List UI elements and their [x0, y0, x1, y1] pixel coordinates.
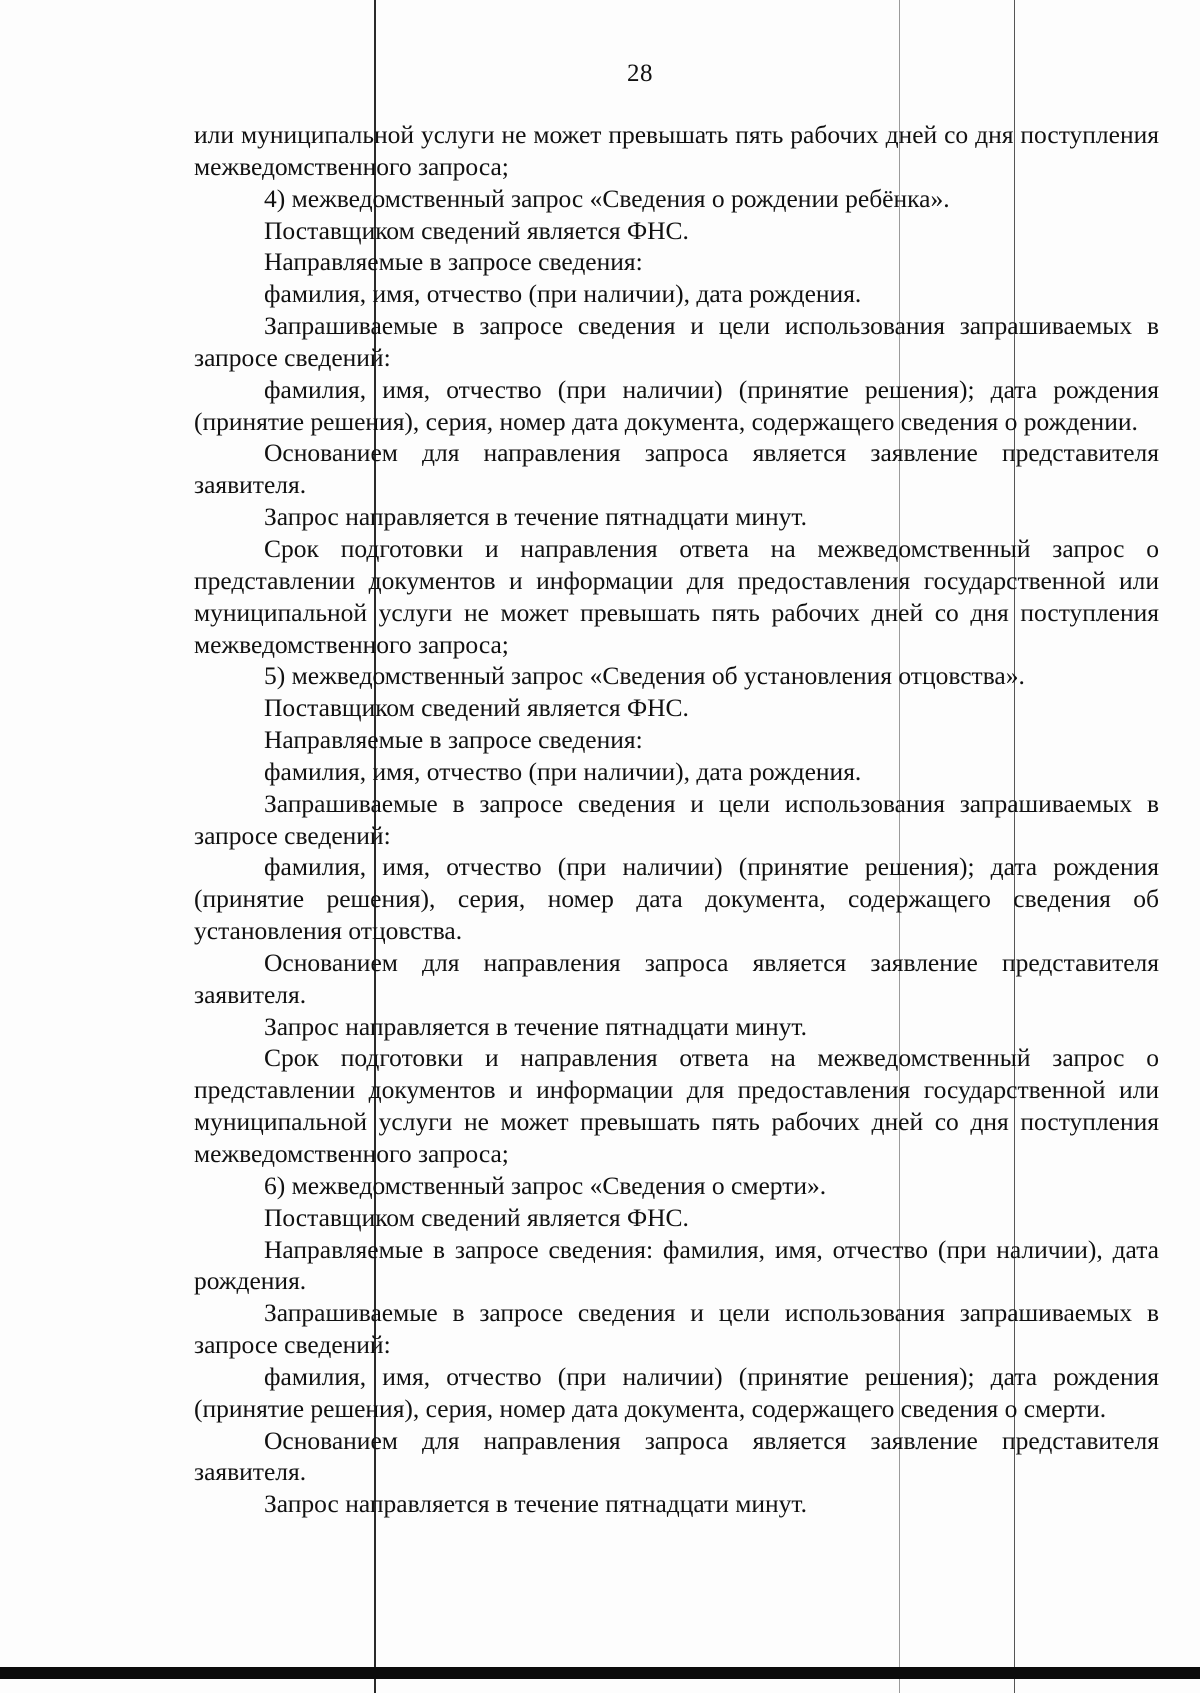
- paragraph: фамилия, имя, отчество (при наличии) (принятие решения); дата рождения (принятие решения), серия, номер дата документа, содержащего сведения об установления отцовства.: [194, 852, 1159, 946]
- paragraph: 4) межведомственный запрос «Сведения о рождении ребёнка».: [264, 183, 950, 213]
- paragraph: 6) межведомственный запрос «Сведения о смерти».: [264, 1170, 827, 1200]
- paragraph: Направляемые в запросе сведения:: [264, 247, 643, 277]
- paragraph: фамилия, имя, отчество (при наличии), дата рождения.: [264, 279, 862, 309]
- paragraph: Поставщиком сведений является ФНС.: [264, 215, 689, 245]
- paragraph: Запрос направляется в течение пятнадцати минут.: [264, 1489, 808, 1519]
- paragraph: 5) межведомственный запрос «Сведения об установления отцовства».: [264, 661, 1025, 691]
- paragraph: Основанием для направления запроса является заявление представителя заявителя.: [194, 1425, 1159, 1487]
- page-number: 28: [627, 60, 653, 87]
- paragraph: фамилия, имя, отчество (при наличии), дата рождения.: [264, 756, 862, 786]
- paragraph: Запрос направляется в течение пятнадцати минут.: [264, 1011, 808, 1041]
- paragraph: Основанием для направления запроса является заявление представителя заявителя.: [194, 947, 1159, 1009]
- paragraph: Запрашиваемые в запросе сведения и цели использования запрашиваемых в запросе сведений:: [194, 311, 1159, 372]
- paragraph: Срок подготовки и направления ответа на межведомственный запрос о представлении документов и информации для предоставления государственной или муниципальной услуги не может превышать пять рабочих дней со дня поступления межведомственного запроса;: [194, 533, 1159, 659]
- paragraph: Направляемые в запросе сведения: фамилия, имя, отчество (при наличии), дата рождения.: [194, 1234, 1159, 1296]
- paragraph: Направляемые в запросе сведения:: [264, 725, 643, 755]
- paragraph: или муниципальной услуги не может превышать пять рабочих дней со дня поступления межведомственного запроса;: [194, 120, 1159, 181]
- paragraph: Поставщиком сведений является ФНС.: [264, 1202, 689, 1232]
- paragraph: фамилия, имя, отчество (при наличии) (принятие решения); дата рождения (принятие решения), серия, номер дата документа, содержащего сведения о смерти.: [194, 1361, 1159, 1423]
- paragraph: Запрос направляется в течение пятнадцати минут.: [264, 502, 808, 532]
- paragraph: Запрашиваемые в запросе сведения и цели использования запрашиваемых в запросе сведений:: [194, 1298, 1159, 1360]
- paragraph: Поставщиком сведений является ФНС.: [264, 693, 689, 723]
- scan-bottom-edge: [0, 1667, 1200, 1679]
- paragraph: Запрашиваемые в запросе сведения и цели использования запрашиваемых в запросе сведений:: [194, 788, 1159, 850]
- paragraph: Срок подготовки и направления ответа на межведомственный запрос о представлении документов и информации для предоставления государственной или муниципальной услуги не может превышать пять рабочих дней со дня поступления межведомственного запроса;: [194, 1043, 1159, 1168]
- paragraph: Основанием для направления запроса является заявление представителя заявителя.: [194, 438, 1159, 500]
- paragraph: фамилия, имя, отчество (при наличии) (принятие решения); дата рождения (принятие решения), серия, номер дата документа, содержащего сведения о рождении.: [194, 374, 1159, 436]
- document-body: [194, 119, 1159, 1520]
